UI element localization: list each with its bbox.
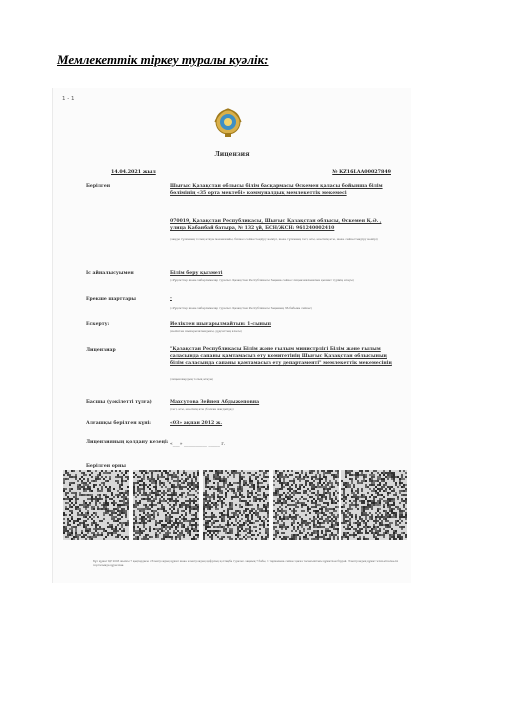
field-label-head: Басшы (уәкілетті тұлға) [86, 400, 152, 405]
license-date: 14.04.2021 жыл [111, 169, 156, 175]
hint-licensor: (лицензиардың толық атауы) [170, 377, 214, 381]
field-label-note: Ескерту: [86, 322, 110, 327]
footer-note: Бұл құжат ҚР 2003 жылғы 7 қаңтардағы «Электрондық құжат және электрондық цифрлық қолтаңба туралы» заңның 7 бабы, 1 тармағына сәйкес қағаз тасығыштағы құжатпен бірдей. Электрондық құжат www.elicense.kz порталында құрылған. [93, 560, 399, 567]
page-heading: Мемлекеттік тіркеу туралы куәлік: [57, 52, 269, 67]
field-label-issued-to: Берілген [86, 184, 111, 189]
field-value-validity-period: «___» __________ _____ г. [170, 442, 226, 447]
field-label-first-issue-date: Алғашқы берілген күні: [86, 421, 152, 426]
field-value-address: 070019, Қазақстан Республикасы, Шығыс Қазақстан облысы, Өскемен Қ.Ә. , улица Кабанбай батыра, № 132 үй, БСН/ЖСН: 961240002410 [170, 219, 382, 231]
field-label-licensor: Лицензиар [86, 348, 116, 353]
field-value-first-issue-date: «03» ақпан 2012 ж. [170, 421, 223, 426]
field-value-activity: Білім беру қызметі [170, 271, 223, 276]
field-value-issued-to: Шығыс Қазақстан облысы білім басқармасы Өскемен қаласы бойынша білім бөлімінің «35 орта мектебі» коммуналдық мемлекеттік мекемесі [170, 184, 383, 196]
license-title: Лицензия [214, 151, 250, 158]
field-value-note: Иеліктен шығарылмайтын: 1-сынып [170, 322, 272, 327]
field-value-licensor: "Қазақстан Республикасы Білім және ғылым министрлігі Білім және ғылым саласында сапаны қамтамасыз ету комитетінің Шығыс Қазақстан облысының білім саласында сапаны қамтамасыз ету департаменті" мемлекеттік мекемесінің [170, 347, 392, 366]
field-label-special-conditions: Ерекше шарттары [86, 297, 137, 302]
hint-legal-entity: (заңды тұлғаның толық атауы мекенжайы, бизнес-сәйкестендіру нөмірі, жеке тұлғаның тегі, аты, әкесінің аты, жеке сәйкестендіру нөмірі) [170, 237, 378, 241]
hint-special-conditions: («Рұқсаттар және хабарламалар туралы» Қазақстан Республикасы Заңының 36-бабына сәйкес) [170, 306, 313, 310]
page-counter: 1 - 1 [62, 96, 75, 102]
field-value-head: Махсутова Зейнеп Абдыжеповна [170, 400, 260, 405]
qr-code-4 [273, 470, 339, 540]
hint-activity: («Рұқсаттар және хабарламалар туралы» Қазақстан Республикасы Заңына сәйкес лицензияланатын қызмет түрінің атауы) [170, 278, 354, 282]
field-label-place-of-issue: Берілген орны [86, 464, 126, 469]
field-label-activity: Іс айналысуымен [86, 271, 134, 276]
scanned-license-document [52, 88, 411, 583]
field-label-validity-period: Лицензияның қолдану кезеңі: [86, 440, 169, 445]
state-emblem-icon [213, 106, 243, 138]
license-number: № KZ16LAA00027849 [332, 169, 391, 175]
qr-code-1 [63, 470, 129, 540]
hint-note: (иеліктен шығарылатындығы, рұқсаттың класы) [170, 329, 242, 333]
field-value-special-conditions: - [170, 296, 172, 301]
hint-head: (тегі, аты, әкесінің аты (болған жағдайда)) [170, 407, 234, 411]
qr-code-3 [203, 470, 269, 540]
qr-code-5 [341, 470, 407, 540]
qr-code-2 [133, 470, 199, 540]
